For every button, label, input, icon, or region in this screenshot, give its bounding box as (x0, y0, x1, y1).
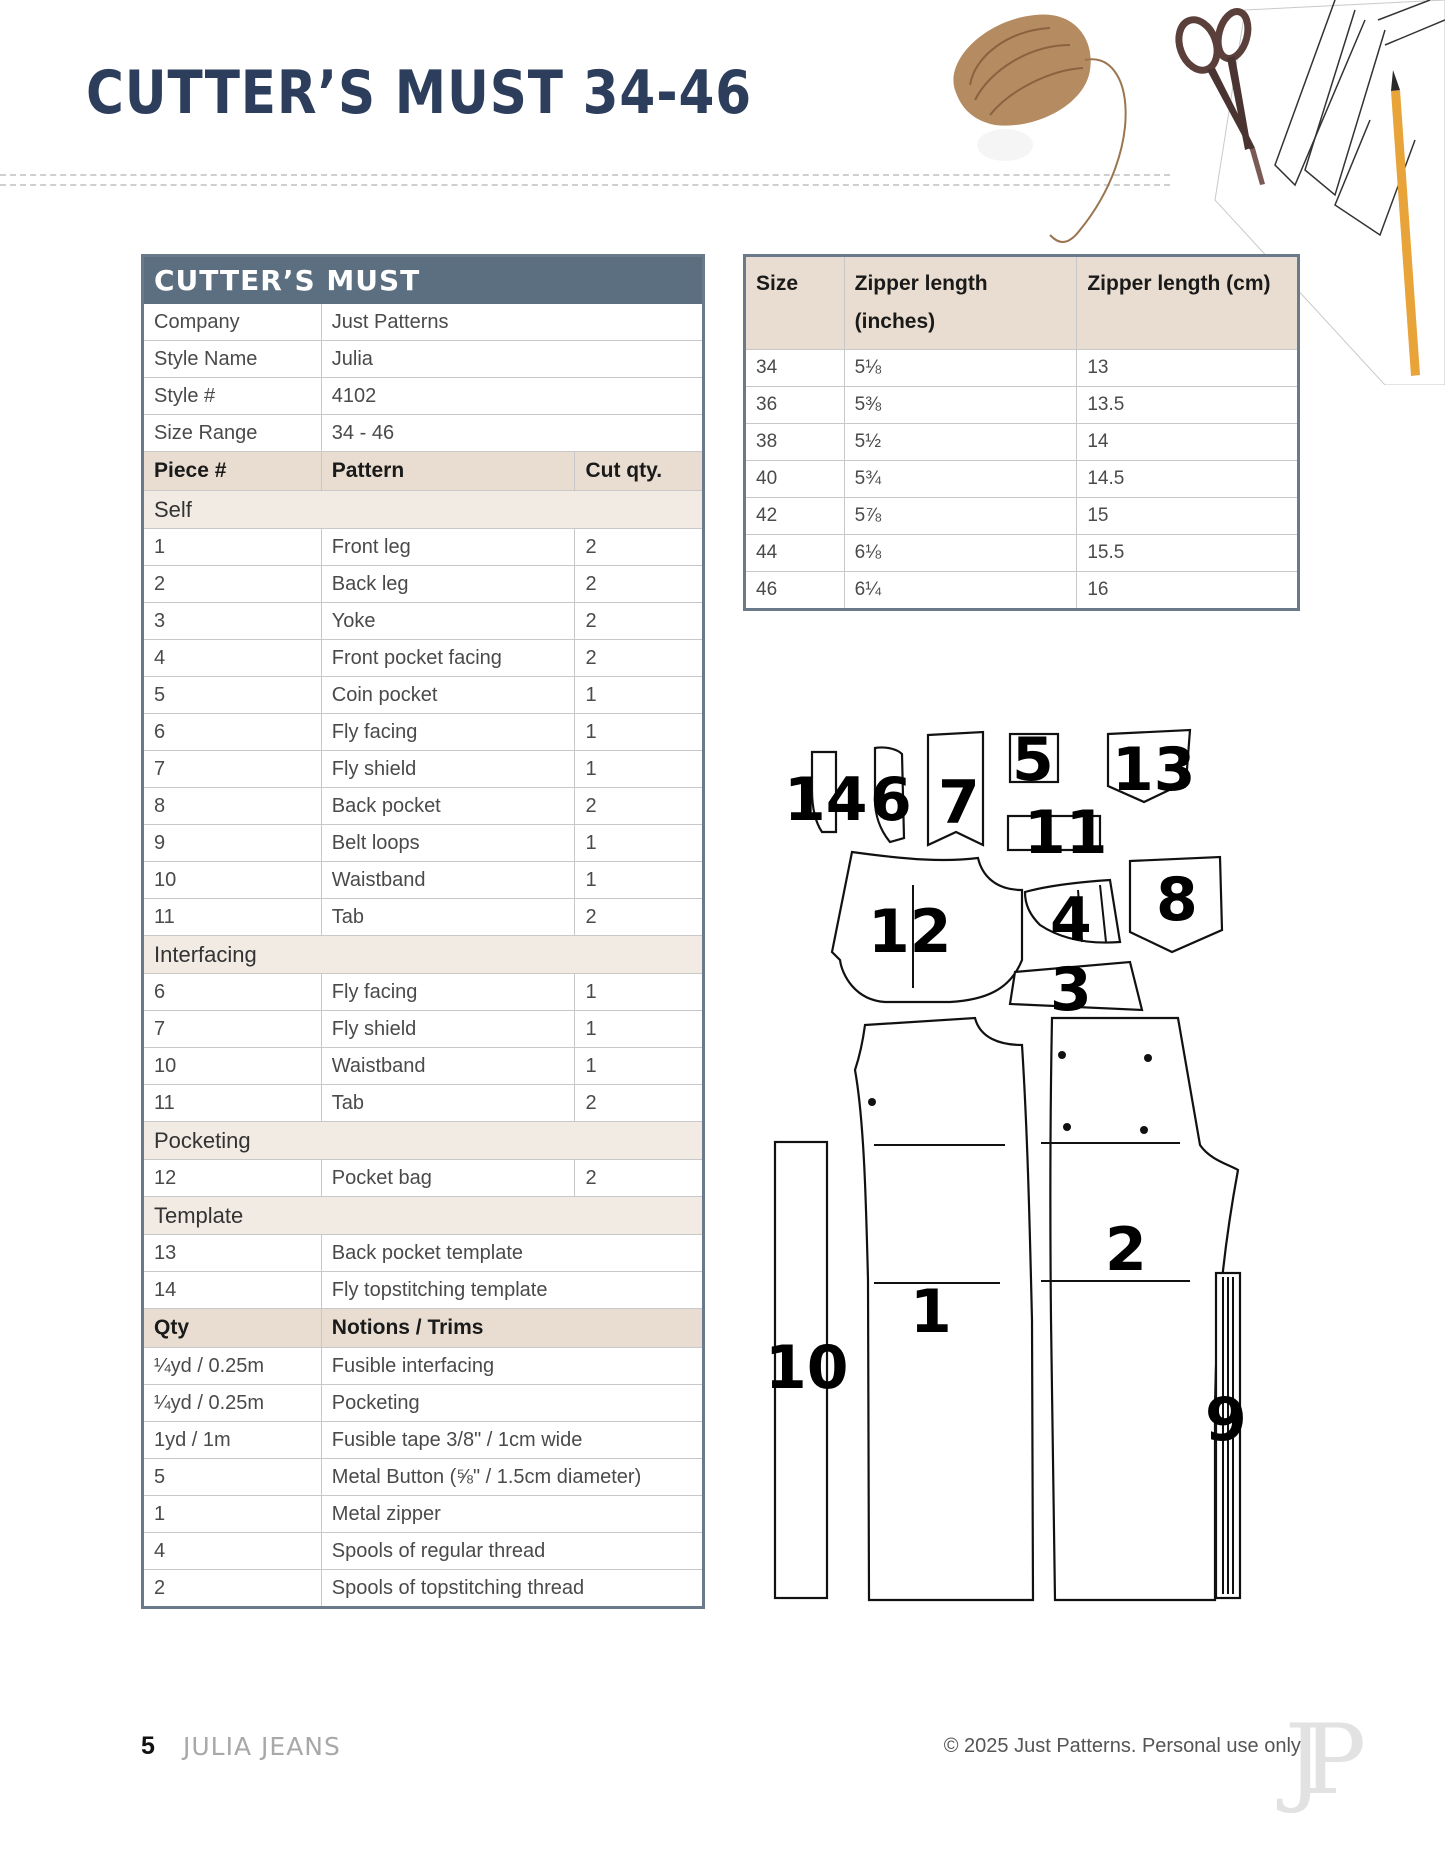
table-row: 7 Fly shield 1 (143, 1011, 704, 1048)
piece-column-header: Piece # (143, 452, 322, 491)
piece-label-1: 1 (910, 1277, 952, 1347)
piece-label-13: 13 (1112, 735, 1196, 805)
table-row: 36 5⅜ 13.5 (745, 387, 1299, 424)
piece-label-11: 11 (1024, 798, 1108, 868)
table-row: 8 Back pocket 2 (143, 788, 704, 825)
cm-column-header: Zipper length (cm) (1077, 256, 1299, 350)
page-number: 5 (141, 1732, 155, 1760)
table-row: 13 Back pocket template (143, 1235, 704, 1272)
piece-label-7: 7 (938, 768, 980, 838)
jp-logo: JP (1285, 1704, 1345, 1816)
table-row: 4 Front pocket facing 2 (143, 640, 704, 677)
table-row: 40 5¾ 14.5 (745, 461, 1299, 498)
qty-column-header: Qty (143, 1309, 322, 1348)
table-row: 1 Front leg 2 (143, 529, 704, 566)
piece-label-6: 6 (870, 765, 912, 835)
section-header: Template (143, 1197, 704, 1235)
inches-column-header: Zipper length (inches) (844, 256, 1077, 350)
notion-row: ¼yd / 0.25m Fusible interfacing (143, 1348, 704, 1385)
table-row: 11 Tab 2 (143, 1085, 704, 1122)
pattern-column-header: Pattern (321, 452, 575, 491)
piece-label-2: 2 (1105, 1215, 1147, 1285)
table-row: 34 5⅛ 13 (745, 350, 1299, 387)
table-row: 6 Fly facing 1 (143, 974, 704, 1011)
piece-label-9: 9 (1205, 1385, 1247, 1455)
piece-label-5: 5 (1012, 725, 1054, 795)
copyright-notice: © 2025 Just Patterns. Personal use only. (943, 1735, 1305, 1757)
piece-label-4: 4 (1050, 885, 1092, 955)
size-column-header: Size (745, 256, 845, 350)
piece-label-10: 10 (765, 1333, 849, 1403)
table-row: 14 Fly topstitching template (143, 1272, 704, 1309)
thread-spool-icon (953, 14, 1125, 242)
piece-2-shape (1050, 1018, 1238, 1600)
table-row: 10 Waistband 1 (143, 862, 704, 899)
table-row: 2 Back leg 2 (143, 566, 704, 603)
notions-column-header: Notions / Trims (321, 1309, 703, 1348)
cutters-must-table (141, 254, 705, 1609)
table-row: 9 Belt loops 1 (143, 825, 704, 862)
cut-qty-column-header: Cut qty. (575, 452, 704, 491)
zipper-length-table (743, 254, 1300, 611)
table-row: 3 Yoke 2 (143, 603, 704, 640)
notion-row: 2 Spools of topstitching thread (143, 1570, 704, 1608)
piece-label-8: 8 (1156, 865, 1198, 935)
info-row: Style Name Julia (143, 341, 704, 378)
table-row: 5 Coin pocket 1 (143, 677, 704, 714)
section-header: Self (143, 491, 704, 529)
pattern-pieces-diagram (760, 720, 1260, 1610)
column-header-row (143, 452, 704, 491)
table-row: 11 Tab 2 (143, 899, 704, 936)
notion-row: 5 Metal Button (⅝" / 1.5cm diameter) (143, 1459, 704, 1496)
info-row: Style # 4102 (143, 378, 704, 415)
table-row: 12 Pocket bag 2 (143, 1160, 704, 1197)
info-row: Size Range 34 - 46 (143, 415, 704, 452)
page-title: CUTTER’S MUST 34-46 (86, 58, 753, 128)
notion-row: 4 Spools of regular thread (143, 1533, 704, 1570)
table-row: 42 5⅞ 15 (745, 498, 1299, 535)
section-header: Pocketing (143, 1122, 704, 1160)
cutters-must-heading: CUTTER’S MUST (143, 256, 704, 304)
pattern-name: JULIA JEANS (183, 1732, 341, 1761)
table-row: 10 Waistband 1 (143, 1048, 704, 1085)
table-row: 6 Fly facing 1 (143, 714, 704, 751)
table-row: 38 5½ 14 (745, 424, 1299, 461)
notions-header-row (143, 1309, 704, 1348)
table-row: 44 6⅛ 15.5 (745, 535, 1299, 572)
zipper-header-row (745, 256, 1299, 350)
notion-row: ¼yd / 0.25m Pocketing (143, 1385, 704, 1422)
notion-row: 1 Metal zipper (143, 1496, 704, 1533)
info-row: Company Just Patterns (143, 304, 704, 341)
table-row: 46 6¼ 16 (745, 572, 1299, 610)
notion-row: 1yd / 1m Fusible tape 3/8" / 1cm wide (143, 1422, 704, 1459)
table-row: 7 Fly shield 1 (143, 751, 704, 788)
piece-label-12: 12 (868, 897, 952, 967)
piece-label-3: 3 (1050, 955, 1092, 1025)
section-header: Interfacing (143, 936, 704, 974)
piece-label-14: 14 (784, 765, 868, 835)
